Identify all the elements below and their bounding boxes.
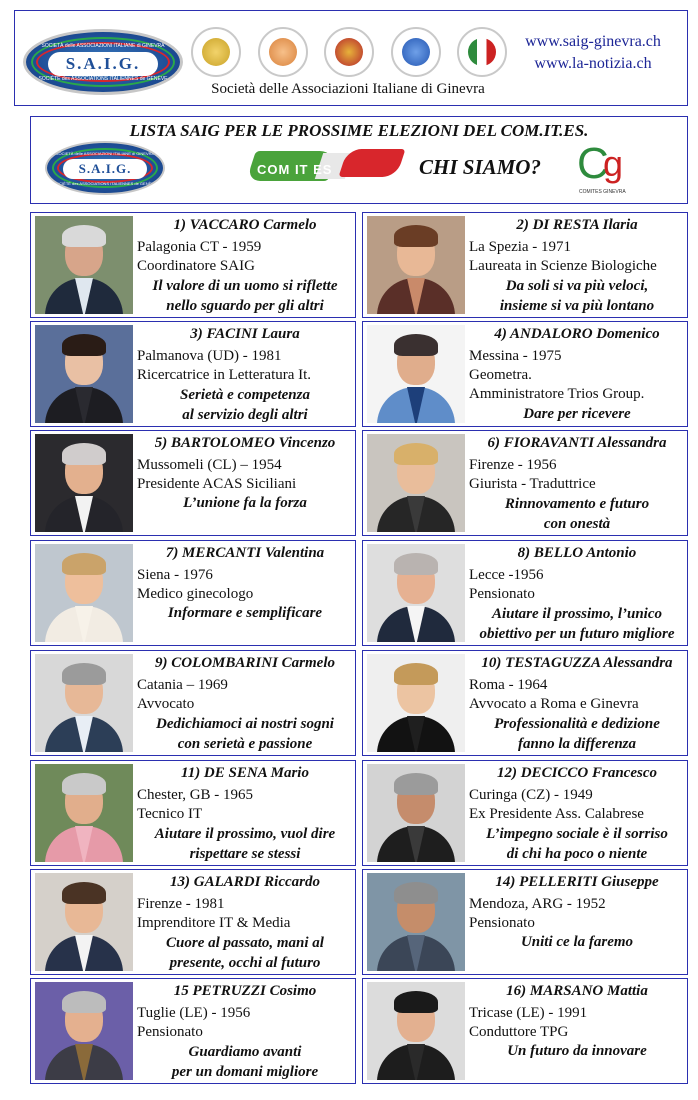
header [14,10,688,106]
candidate-motto: Dedichiamoci ai nostri sogni [156,716,334,732]
logo-text-small: S.A.I.G. [78,161,132,176]
candidate-detail: Laureata in Scienze Biologiche [469,258,657,274]
candidate-detail: Avvocato [137,696,195,712]
candidate-detail: Tecnico IT [137,806,203,822]
candidate-card [30,650,356,756]
candidate-name: 4) ANDALORO Domenico [494,326,660,342]
candidate-motto: Uniti ce la faremo [520,934,634,950]
photo-hair [62,991,106,1013]
saig-logo-small [45,141,165,195]
candidate-motto: Rinnovamento e futuro [504,496,650,512]
candidate-photo [35,216,133,314]
candidate-name: 15 PETRUZZI Cosimo [173,983,317,999]
candidate-motto: insieme si va più lontano [499,298,655,314]
logo-arc-top: SOCIETÀ delle ASSOCIAZIONI ITALIANE di GINEVRA [41,43,165,49]
candidate-detail: Pensionato [469,586,535,602]
candidate-motto: rispettare se stessi [189,846,301,862]
candidate-motto: fanno la differenza [517,736,637,752]
photo-hair [394,991,438,1013]
candidate-photo [367,325,465,423]
photo-hair [62,553,106,575]
candidate-photo [367,216,465,314]
candidate-photo [35,982,133,1080]
candidate-motto: al servizio degli altri [182,407,308,423]
candidate-photo [35,764,133,862]
candidate-name: 8) BELLO Antonio [517,545,637,561]
acas-emblem-icon [258,27,308,77]
candidate-motto: Guardiamo avanti [188,1044,302,1060]
logo-arc-bottom-small: SOCIÉTÉ des ASSOCIATIONS ITALIENNES de GENÈVE [53,181,157,186]
photo-hair [62,443,106,465]
candidate-motto: Un futuro da innovare [507,1043,647,1059]
cg-logo-g: g [603,143,624,184]
candidate-card [30,430,356,536]
photo-hair [62,334,106,356]
candidate-detail: Mussomeli (CL) – 1954 [137,457,282,473]
association-logos [191,27,507,79]
cg-logo-subtitle: COMITES GINEVRA [579,189,626,195]
candidate-motto: per un domani migliore [171,1064,319,1080]
candidate-card [30,321,356,427]
candidate-detail: Pensionato [137,1024,203,1040]
candidate-detail: Catania – 1969 [137,677,228,693]
candidate-detail: Mendoza, ARG - 1952 [469,896,606,912]
tricolor-crest-emblem-icon [457,27,507,77]
candidate-motto: con onestà [543,516,611,532]
candidate-motto: con serietà e passione [177,736,313,752]
candidate-motto: Aiutare il prossimo, vuol dire [154,826,336,842]
candidate-detail: Medico ginecologo [137,586,254,602]
candidate-motto: Professionalità e dedizione [494,716,660,732]
candidate-detail: Curinga (CZ) - 1949 [469,787,593,803]
candidate-detail: Giurista - Traduttrice [469,476,596,492]
candidate-card [362,430,688,536]
site-links [505,31,681,75]
candidate-motto: Aiutare il prossimo, l’unico [491,606,663,622]
logo-text: S.A.I.G. [65,54,141,73]
candidate-motto: Serietà e competenza [180,387,310,403]
comites-logo-text: COM IT ES [257,162,333,177]
candidate-name: 9) COLOMBARINI Carmelo [154,655,336,671]
photo-hair [62,663,106,685]
candidate-card [30,540,356,646]
candidate-card [362,321,688,427]
candidate-motto: L’impegno sociale è il sorriso [486,826,668,842]
candidate-card [362,978,688,1084]
candidate-motto: Il valore di un uomo si riflette [152,278,338,294]
photo-hair [394,663,438,685]
candidate-photo [35,434,133,532]
candidate-name: 1) VACCARO Carmelo [173,217,317,233]
candidate-name: 5) BARTOLOMEO Vincenzo [154,435,336,451]
candidate-detail: Lecce -1956 [469,567,544,583]
candidate-photo [367,982,465,1080]
blue-association-emblem-icon [391,27,441,77]
candidate-motto: obiettivo per un futuro migliore [479,626,675,642]
candidate-detail: Coordinatore SAIG [137,258,255,274]
candidate-motto: presente, occhi al futuro [169,955,321,971]
candidate-detail: Roma - 1964 [469,677,548,693]
candidate-motto: Dare per ricevere [523,406,631,422]
candidate-motto: Cuore al passato, mani al [166,935,324,951]
candidate-photo [367,544,465,642]
photo-hair [394,553,438,575]
photo-hair [394,334,438,356]
candidate-detail: Tuglie (LE) - 1956 [137,1005,251,1021]
candidate-photo [367,764,465,862]
candidate-detail: Conduttore TPG [469,1024,569,1040]
candidate-detail: Ricercatrice in Letteratura It. [137,367,312,383]
photo-hair [62,773,106,795]
candidate-detail: Firenze - 1981 [137,896,225,912]
logo-arc-top-small: SOCIETÀ delle ASSOCIAZIONI ITALIANE di GINEVRA [55,151,155,156]
photo-hair [62,225,106,247]
candidate-card [362,650,688,756]
candidate-detail: Avvocato a Roma e Ginevra [469,696,639,712]
candidate-card [30,212,356,318]
comites-ginevra-logo [577,139,637,199]
candidate-motto: di chi ha poco o niente [506,846,648,862]
candidate-motto: Da soli si va più veloci, [505,278,649,294]
candidate-detail: Ex Presidente Ass. Calabrese [469,806,644,822]
cg-logo-c: C [577,139,609,188]
regional-crest-emblem-icon [324,27,374,77]
logo-arc-bottom: SOCIÉTÉ des ASSOCIATIONS ITALIENNES de GENÈVE [38,76,168,82]
candidate-motto: nello sguardo per gli altri [166,298,324,314]
candidate-photo [367,873,465,971]
candidate-photo [367,434,465,532]
saig-website-link[interactable]: www.saig-ginevra.ch [525,33,661,50]
candidate-detail: Geometra. [469,367,532,383]
candidate-name: 3) FACINI Laura [190,326,300,342]
candidate-card [362,212,688,318]
candidate-name: 6) FIORAVANTI Alessandra [487,435,667,451]
candidate-motto: Informare e semplificare [167,605,323,621]
candidate-photo [367,654,465,752]
candidate-name: 2) DI RESTA Ilaria [516,217,638,233]
candidate-detail: Messina - 1975 [469,348,562,364]
candidate-photo [35,544,133,642]
candidate-detail: Siena - 1976 [137,567,213,583]
candidate-motto: L’unione fa la forza [183,495,307,511]
comites-logo [251,147,405,185]
photo-hair [62,882,106,904]
candidate-card [362,760,688,866]
candidate-detail: Palagonia CT - 1959 [137,239,262,255]
candidate-detail: La Spezia - 1971 [469,239,572,255]
candidate-photo [35,654,133,752]
chi-siamo-heading: CHI SIAMO? [419,155,541,179]
header-title: Società delle Associazioni Italiane di Ginevra [211,81,485,97]
candidate-detail: Pensionato [469,915,535,931]
candidate-card [30,760,356,866]
photo-hair [394,773,438,795]
calabria-association-emblem-icon [191,27,241,77]
photo-hair [394,225,438,247]
candidate-name: 12) DECICCO Francesco [496,765,657,781]
candidate-detail: Chester, GB - 1965 [137,787,254,803]
saig-logo [23,29,183,95]
candidate-photo [35,873,133,971]
candidate-detail: Amministratore Trios Group. [469,386,645,402]
candidate-name: 16) MARSANO Mattia [506,983,648,999]
banner-title: LISTA SAIG PER LE PROSSIME ELEZIONI DEL COM.IT.ES. [129,121,589,140]
candidate-name: 7) MERCANTI Valentina [165,545,325,561]
photo-hair [394,443,438,465]
candidate-detail: Firenze - 1956 [469,457,557,473]
candidate-name: 13) GALARDI Riccardo [170,874,320,890]
candidate-name: 10) TESTAGUZZA Alessandra [481,655,673,671]
candidate-detail: Presidente ACAS Siciliani [137,476,297,492]
candidate-card [362,869,688,975]
candidate-name: 14) PELLERITI Giuseppe [495,874,659,890]
candidate-photo [35,325,133,423]
photo-hair [394,882,438,904]
la-notizia-website-link[interactable]: www.la-notizia.ch [534,55,652,72]
candidate-detail: Imprenditore IT & Media [137,915,291,931]
candidate-detail: Palmanova (UD) - 1981 [137,348,282,364]
candidate-card [362,540,688,646]
candidate-card [30,869,356,975]
candidate-name: 11) DE SENA Mario [181,765,309,781]
candidate-card [30,978,356,1084]
candidate-detail: Tricase (LE) - 1991 [469,1005,588,1021]
election-banner [30,116,688,204]
